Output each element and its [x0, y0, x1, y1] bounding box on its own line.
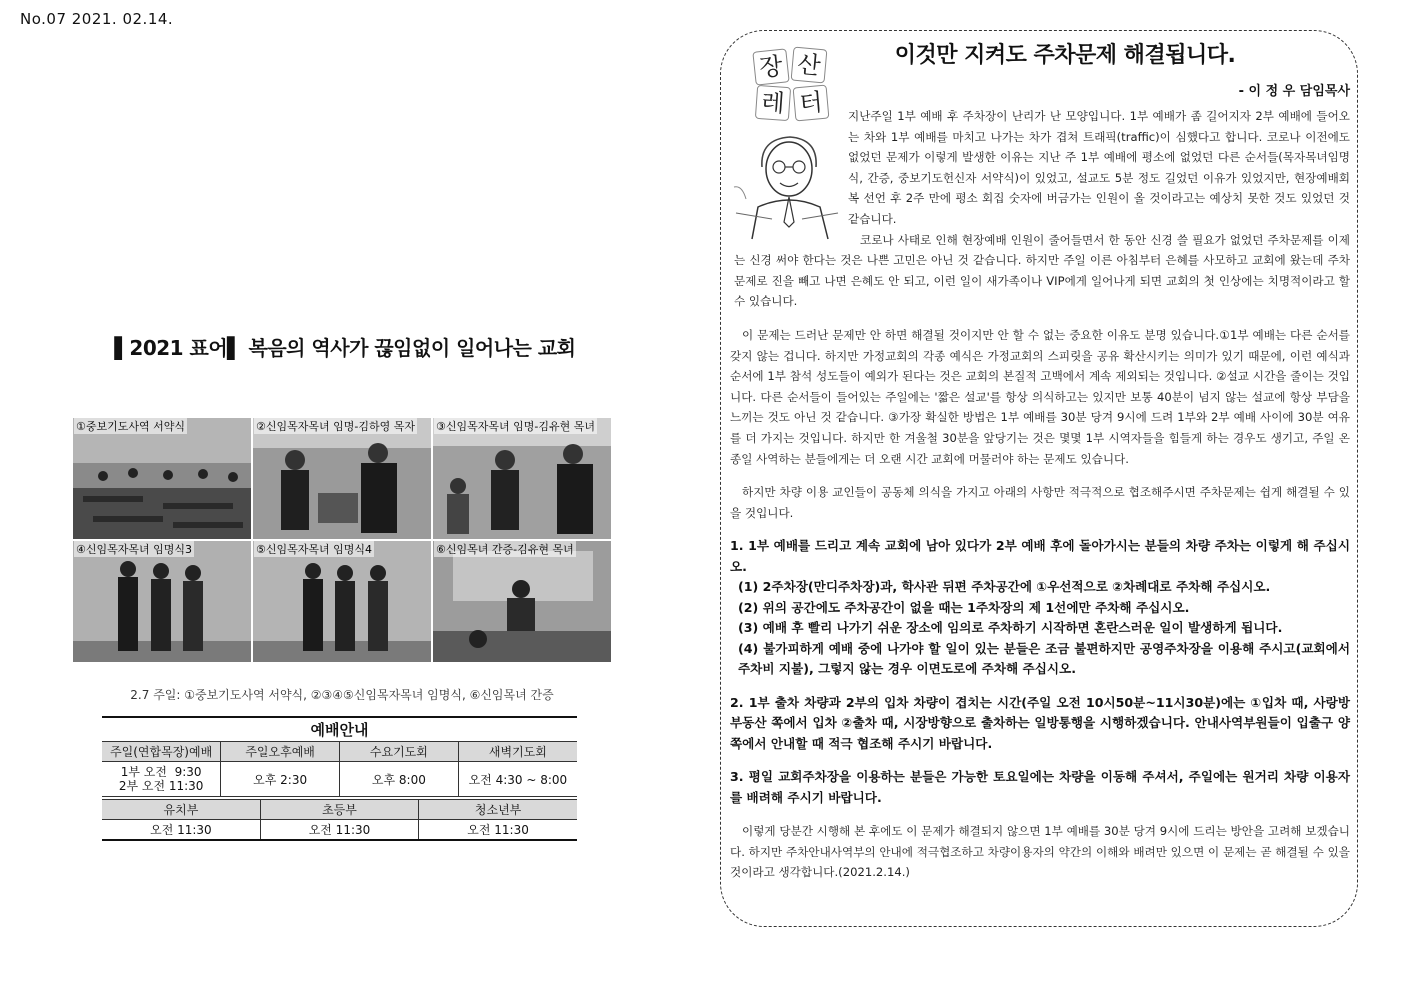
- appointment-photo-icon: [433, 418, 611, 539]
- photo-5-caption: ⑤신임목자목녀 임명식4: [256, 543, 372, 556]
- guideline-1-sub-1: (1) 2주차장(만디주차장)과, 학사관 뒤편 주차공간에 ①우선적으로 ②차례대로 주차해 주십시오.: [738, 579, 1271, 595]
- schedule-header: 수요기도회: [340, 742, 459, 762]
- guideline-3: 3. 평일 교회주차장을 이용하는 분들은 가능한 토요일에는 차량을 이동해 주셔서, 주일에는 원거리 차량 이용자를 배려해 주시기 바랍니다.: [730, 769, 1350, 805]
- photo-4-caption: ④신임목자목녀 임명식3: [76, 543, 192, 556]
- photo-4: [73, 541, 251, 662]
- badge-char: 터: [793, 85, 830, 122]
- photo-1: [73, 418, 251, 539]
- photo-3-caption: ③신임목자목녀 임명-김유현 목녀: [436, 420, 595, 433]
- photo-6-caption: ⑥신임목녀 간증-김유현 목녀: [436, 543, 574, 556]
- schedule-header: 새벽기도회: [458, 742, 577, 762]
- photo-caption: 2.7 주일: ①중보기도사역 서약식, ②③④⑤신임목자목녀 임명식, ⑥신임목녀 간증: [130, 688, 554, 702]
- wednesday-prayer-time: 오후 8:00: [340, 762, 459, 797]
- letter-paragraph-1: 지난주일 1부 예배 후 주차장이 난리가 난 모양입니다. 1부 예배가 좀 길어지자 2부 예배에 들어오는 차와 1부 예배를 마치고 나가는 차가 겹쳐 트래픽(traffic)이 심했다고 합니다. 코로나 이전에도 없었던 문제가 이렇게 발생한 이유는 지난 주 1부 예배에 평소에 없었던 다른 순서들(목자목녀임명식, 간증, 중보기도헌신자 서약식)이 있었고, 설교도 5분 정도 길었던 이유가 있었지만, 현장예배회복 선언 후 2주 만에 평소 회집 숫자에 버금가는 인원이 올 것이라고는 예상치 못한 것도 있었던 것 같습니다.: [848, 109, 1350, 226]
- letter-paragraph-3: 이 문제는 드러난 문제만 안 하면 해결될 것이지만 안 할 수 없는 중요한 이유도 분명 있습니다.①1부 예배는 다른 순서를 갖지 않는 겁니다. 하지만 가정교회의 각종 예식은 가정교회의 스피릿을 공유 확산시키는 의미가 있기 때문에, 이런 예식과 순서에 1부 참석 성도들이 예외가 된다는 것은 교회의 본질적 고백에서 계속 제외되는 것입니다. ②설교 시간을 줄이는 것입니다. 다른 순서들이 들어있는 주일에는 '짧은 설교'를 항상 의식하고는 있지만 보통 40분이 넘지 않는 설교에 항상 부담을 느끼는 것도 아닌 것 같습니다. ③가장 확실한 방법은 1부 예배를 30분 당겨 9시에 드려 1부와 2부 예배 사이에 30분 여유를 더 가지는 것입니다. 하지만 한 겨울철 30분을 앞당기는 것은 몇몇 1부 시역자들을 힘들게 하는 경우도 생기고, 주일 온종일 사역하는 분들에게는 더 오랜 시간 교회에 머물러야 하는 문제도 있습니다.: [730, 327, 1350, 466]
- youth-time: 오전 11:30: [419, 820, 577, 841]
- church-motto: ▌2021 표어▌ 복음의 역사가 끊임없이 일어나는 교회: [114, 336, 576, 360]
- schedule-header: 주일오후예배: [221, 742, 340, 762]
- photo-5: [253, 541, 431, 662]
- school-header: 초등부: [260, 800, 418, 820]
- badge-char: 산: [791, 47, 828, 84]
- sunday-service-times: [102, 762, 221, 797]
- schedule-header: 주일(연합목장)예배: [102, 742, 221, 762]
- schedule-table: [102, 716, 577, 797]
- letter-closing: 이렇게 당분간 시행해 본 후에도 이 문제가 해결되지 않으면 1부 예배를 30분 당겨 9시에 드리는 방안을 고려해 보겠습니다. 하지만 주차안내사역부의 안내에 적극협조하고 차량이용자의 약간의 이해와 배려만 있으면 이 문제는 곧 해결될 수 있을 것이라고 생각합니다.(2021.2.14.): [730, 824, 1350, 880]
- kindergarten-time: 오전 11:30: [102, 820, 260, 841]
- group-photo-icon: [73, 541, 251, 662]
- badge-char: 장: [752, 48, 789, 85]
- group-photo-icon: [253, 541, 431, 662]
- photo-1-caption: ①중보기도사역 서약식: [76, 420, 185, 433]
- guideline-1-sub-4: (4) 불가피하게 예배 중에 나가야 할 일이 있는 분들은 조금 불편하지만 공영주차장을 이용해 주시고(교회에서 주차비 지불), 그렇지 않는 경우 이면도로에 주차해 주십시오.: [738, 640, 1350, 677]
- first-service-time: 1부 오전 9:30: [120, 765, 202, 779]
- school-header: 청소년부: [419, 800, 577, 820]
- photo-2: [253, 418, 431, 539]
- portrait-space: [730, 106, 848, 249]
- photo-6: [433, 541, 611, 662]
- letter-byline: - 이 정 우 담임목사: [1238, 84, 1350, 99]
- testimony-photo-icon: [433, 541, 611, 662]
- school-header: 유치부: [102, 800, 260, 820]
- worship-schedule: [102, 716, 577, 841]
- second-service-time: 2부 오전 11:30: [118, 779, 204, 793]
- schedule-title: 예배안내: [102, 717, 577, 742]
- photo-grid: [73, 418, 611, 662]
- issue-number: No.07 2021. 02.14.: [20, 10, 174, 28]
- appointment-photo-icon: [253, 418, 431, 539]
- letter-paragraph-4: 하지만 차량 이용 교인들이 공동체 의식을 가지고 아래의 사항만 적극적으로 협조해주시면 주차문제는 쉽게 해결될 수 있을 것입니다.: [730, 485, 1350, 520]
- congregation-photo-icon: [73, 418, 251, 539]
- afternoon-service-time: 오후 2:30: [221, 762, 340, 797]
- elementary-time: 오전 11:30: [260, 820, 418, 841]
- school-schedule-table: [102, 799, 577, 841]
- letter-paragraph-2: 코로나 사태로 인해 현장예배 인원이 줄어들면서 한 동안 신경 쓸 필요가 없었던 주차문제를 이제는 신경 써야 한다는 것은 나쁜 고민은 아닌 것 같습니다. 하지만 주일 이른 아침부터 은혜를 사모하고 교회에 왔는데 주차문제로 진을 빼고 나면 은혜도 안 되고, 이런 일이 새가족이나 VIP에게 일어나게 되면 교회의 첫 인상에는 치명적이라고 할 수 있습니다.: [734, 232, 1350, 309]
- guideline-1-sub-2: (2) 위의 공간에도 주차공간이 없을 때는 1주차장의 제 1선에만 주차해 주십시오.: [738, 599, 1190, 615]
- badge-char: 레: [755, 85, 791, 121]
- guideline-2: 2. 1부 출차 차량과 2부의 입차 차량이 겹치는 시간(주일 오전 10시50분~11시30분)에는 ①입차 때, 사랑방부동산 쪽에서 입차 ②출차 때, 시장방향으로 출차하는 일방통행을 시행하겠습니다. 안내사역부원들이 입출구 양쪽에서 안내할 때 적극 협조해 주시기 바랍니다.: [730, 694, 1350, 751]
- letter-headline: 이것만 지켜도 주차문제 해결됩니다.: [894, 43, 1236, 68]
- guideline-1: 1. 1부 예배를 드리고 계속 교회에 남아 있다가 2부 예배 후에 돌아가시는 분들의 차량 주차는 이렇게 해 주십시오.: [730, 538, 1350, 574]
- dawn-prayer-time: 오전 4:30 ~ 8:00: [458, 762, 577, 797]
- photo-2-caption: ②신임목자목녀 임명-김하영 목자: [256, 420, 415, 433]
- photo-3: [433, 418, 611, 539]
- letter-body: [730, 106, 1350, 883]
- guideline-1-sub-3: (3) 예배 후 빨리 나가기 쉬운 장소에 임의로 주차하기 시작하면 혼란스러운 일이 발생하게 됩니다.: [738, 620, 1283, 636]
